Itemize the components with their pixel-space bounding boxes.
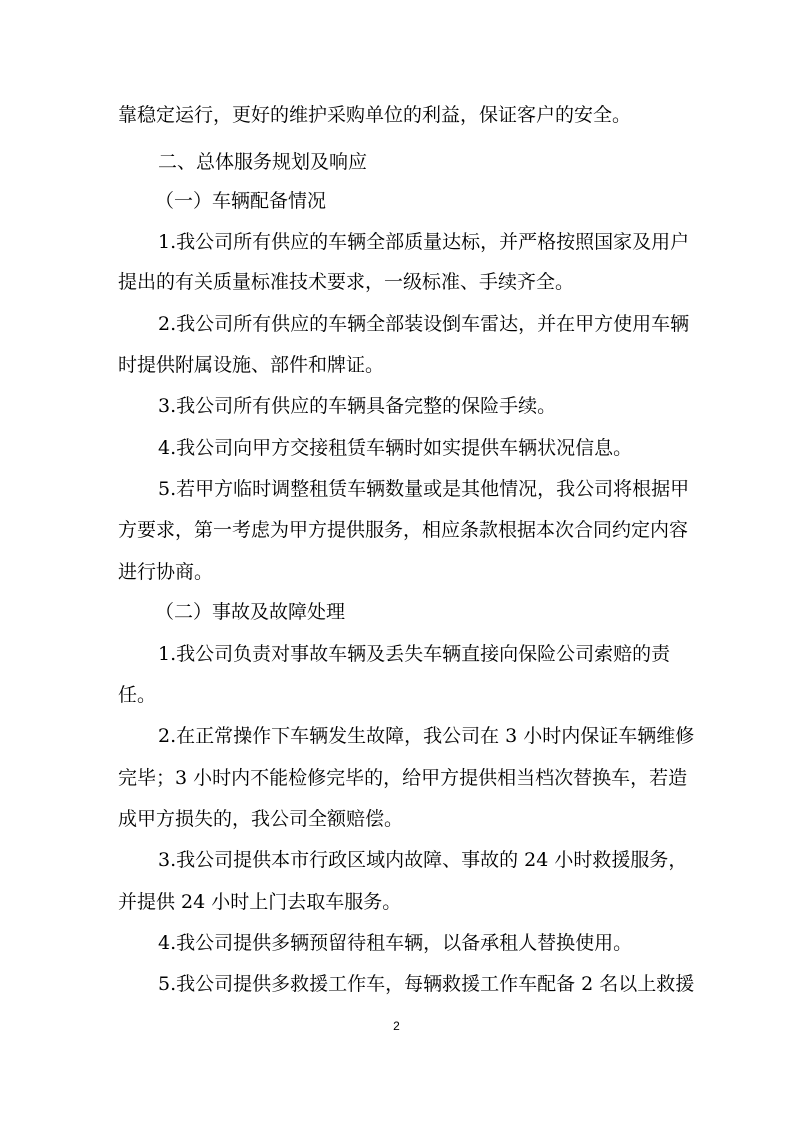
text-line: 2.在正常操作下车辆发生故障，我公司在 3 小时内保证车辆维修 (158, 725, 695, 747)
text-line: 4.我公司提供多辆预留待租车辆，以备承租人替换使用。 (158, 932, 633, 954)
subsection-heading: （二）事故及故障处理 (155, 601, 346, 623)
page-number: 2 (393, 1019, 400, 1033)
text-line: 2.我公司所有供应的车辆全部装设倒车雷达，并在甲方使用车辆 (158, 313, 690, 335)
text-line: 4.我公司向甲方交接租赁车辆时如实提供车辆状况信息。 (158, 437, 633, 459)
text-line: 方要求，第一考虑为甲方提供服务，相应条款根据本次合同约定内容 (118, 519, 689, 541)
text-line: 3.我公司所有供应的车辆具备完整的保险手续。 (158, 395, 557, 417)
text-line: 成甲方损失的，我公司全额赔偿。 (118, 808, 404, 830)
text-line: 并提供 24 小时上门去取车服务。 (118, 891, 402, 913)
subsection-heading: （一）车辆配备情况 (155, 190, 327, 212)
text-line: 任。 (118, 684, 157, 706)
text-line: 进行协商。 (118, 561, 214, 583)
text-line: 时提供附属设施、部件和牌证。 (118, 354, 385, 376)
text-line: 5.我公司提供多救援工作车，每辆救援工作车配备 2 名以上救援 (158, 973, 695, 995)
section-heading: 二、总体服务规划及响应 (158, 151, 368, 173)
text-line: 1.我公司所有供应的车辆全部质量达标，并严格按照国家及用户 (158, 231, 690, 253)
text-line: 3.我公司提供本市行政区域内故障、事故的 24 小时救援服务， (158, 849, 688, 871)
text-line: 1.我公司负责对事故车辆及丢失车辆直接向保险公司索赔的责 (158, 643, 671, 665)
text-line: 完毕；3 小时内不能检修完毕的，给甲方提供相当档次替换车，若造 (118, 767, 688, 789)
text-line: 靠稳定运行，更好的维护采购单位的利益，保证客户的安全。 (118, 104, 632, 126)
text-line: 提出的有关质量标准技术要求，一级标准、手续齐全。 (118, 271, 575, 293)
text-line: 5.若甲方临时调整租赁车辆数量或是其他情况，我公司将根据甲 (158, 478, 690, 500)
